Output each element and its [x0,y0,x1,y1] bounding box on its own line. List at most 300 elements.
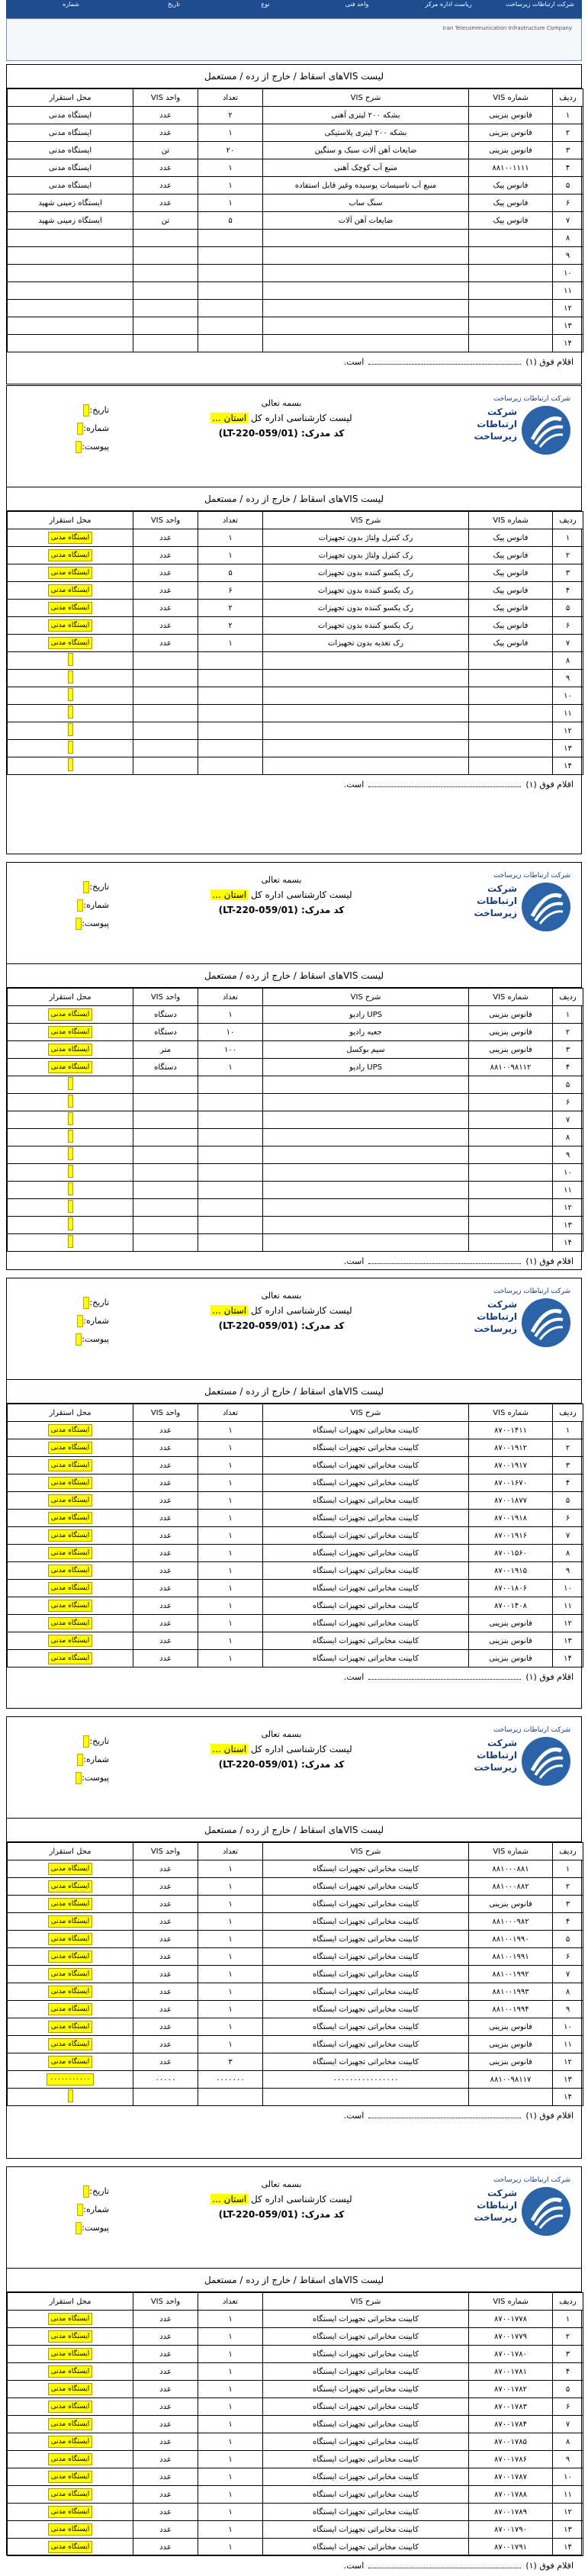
row-number: ۱۳ [553,317,583,335]
vis-unit [133,652,198,670]
vis-location [8,1024,133,1041]
vis-location [8,2036,133,2053]
vis-description: کابینت مخابراتی تجهیزات ایستگاه [263,2416,469,2433]
footer-prefix: اقلام فوق (۱) [525,1672,574,1682]
row-number: ۱۴ [553,2089,583,2106]
vis-description: کابینت مخابراتی تجهیزات ایستگاه [263,2018,469,2036]
vis-code [469,2089,553,2106]
location-chip: ایستگاه مدنی [48,549,93,561]
vis-code: فانوس پیک [469,529,553,547]
vis-location [8,2504,133,2521]
vis-unit: عدد [133,1597,198,1615]
vis-description: کابینت مخابراتی تجهیزات ایستگاه [263,1650,469,1667]
vis-description: کابینت مخابراتی تجهیزات ایستگاه [263,2451,469,2468]
vis-unit [133,1199,198,1217]
vis-unit: متر [133,1041,198,1059]
vis-description: کابینت مخابراتی تجهیزات ایستگاه [263,1948,469,1966]
vis-description [263,1217,469,1234]
vis-unit [133,687,198,705]
row-number: ۲ [553,547,583,564]
location-chip: ایستگاه مدنی [48,602,93,614]
table-row [8,1896,583,1913]
table-row [8,212,583,230]
vis-quantity: ۱۰۰ [198,1041,263,1059]
table-row [8,300,583,317]
vis-code: ۸۷۰۰۱۷۸۴ [469,2416,553,2433]
footer-suffix: است. [343,357,365,367]
vis-code: ۸۷۰۰۱۶۷۰ [469,1475,553,1492]
table-row [8,230,583,247]
row-number: ۱۲ [553,722,583,740]
vis-location: ایستگاه مدنی [8,124,133,142]
vis-code: ۸۷۰۰۱۴۱۱ [469,1422,553,1439]
sheet-header [7,386,581,487]
vis-unit: عدد [133,2381,198,2398]
vis-quantity: ۱ [198,529,263,547]
vis-location [8,547,133,564]
logo-brand: شرکت ارتباطات زیرساخت [474,2188,517,2223]
footer-dots [368,364,521,365]
yellow-marker-icon [68,723,73,736]
banner-subtext: Iran Telecommunication Infrastructure Company [442,25,572,31]
sheet-footer [7,2106,581,2126]
meta-label: پیوست: [82,918,109,928]
vis-quantity: ۱ [198,1896,263,1913]
code-value: (LT-220-059/01) [218,1759,298,1770]
meta-date [18,1294,109,1312]
vis-quantity [198,722,263,740]
doc-code [144,2207,419,2222]
vis-quantity: ۱ [198,1948,263,1966]
vis-description: کابینت مخابراتی تجهیزات ایستگاه [263,2381,469,2398]
vis-description: کابینت مخابراتی تجهیزات ایستگاه [263,1439,469,1457]
column-header: محل استقرار [8,2293,133,2311]
location-chip: ایستگاه مدنی [48,2383,93,2395]
vis-description: کابینت مخابراتی تجهیزات ایستگاه [263,2053,469,2071]
vis-code: فانوس پیک [469,547,553,564]
vis-location [8,2451,133,2468]
yellow-marker-icon [68,758,73,771]
vis-location [8,1182,133,1199]
vis-quantity: ۱ [198,1457,263,1475]
location-chip: ایستگاه مدنی [48,1933,93,1945]
vis-location [8,1931,133,1948]
meta-number [18,1312,109,1330]
list-title: لیست VISهای اسقاط / خارج از رده / مستعمل [7,964,581,988]
table-row [8,617,583,635]
province-tag: استان ... [212,2194,247,2205]
vis-description [263,2089,469,2106]
column-header: تعداد [198,89,263,107]
vis-location [8,265,133,282]
yellow-marker-icon [68,671,73,683]
table-row [8,652,583,670]
vis-code: فانوس بنزینی [469,142,553,159]
location-chip: ایستگاه مدنی [48,2003,93,2015]
vis-description: ضایعات آهن آلات سبک و سنگین [263,142,469,159]
vis-code: فانوس پیک [469,582,553,600]
vis-code: ۸۸۱۰۰۹۸۱۱۷ [469,2071,553,2089]
vis-unit [133,335,198,352]
table-row [8,547,583,564]
vis-code: فانوس پیک [469,195,553,212]
vis-code: فانوس پیک [469,564,553,582]
vis-quantity [198,705,263,722]
row-number: ۹ [553,2001,583,2018]
vis-location [8,1983,133,2001]
vis-quantity [198,652,263,670]
vis-quantity: ۳ [198,2053,263,2071]
vis-quantity: ۲ [198,617,263,635]
vis-description: کابینت مخابراتی تجهیزات ایستگاه [263,2521,469,2539]
vis-code: ۸۷۰۰۱۴۰۸ [469,1597,553,1615]
row-number: ۴ [553,2363,583,2381]
vis-unit: عدد [133,2468,198,2486]
vis-description: UPS رادیو [263,1006,469,1024]
vis-unit: عدد [133,1913,198,1931]
column-header: محل استقرار [8,512,133,529]
vis-description: سنگ ساب [263,195,469,212]
column-header: واحد VIS [133,89,198,107]
list-label [144,887,419,902]
vis-location [8,2381,133,2398]
table-row [8,1164,583,1182]
vis-code: ۸۷۰۰۱۹۱۵ [469,1562,553,1580]
vis-location [8,1006,133,1024]
header-center [144,1289,419,1333]
vis-unit: دستگاه [133,1059,198,1076]
footer-dots [368,1679,521,1680]
sheet-footer [7,2556,581,2576]
vis-unit [133,265,198,282]
vis-quantity: ۱ [198,2416,263,2433]
location-chip: ایستگاه مدنی [48,1442,93,1454]
row-number: ۲ [553,1878,583,1896]
vis-location [8,1234,133,1252]
vis-unit: عدد [133,2001,198,2018]
row-number: ۲ [553,124,583,142]
yellow-marker-icon [68,688,73,701]
vis-location [8,1580,133,1597]
table-row [8,1966,583,1983]
vis-unit: عدد [133,2311,198,2328]
vis-quantity: ۱ [198,1510,263,1527]
vis-location [8,1059,133,1076]
column-header: واحد VIS [133,989,198,1006]
column-header: ردیف [553,1843,583,1860]
meta-label: تاریخ: [89,405,109,415]
vis-location [8,1041,133,1059]
location-chip: ایستگاه مدنی [48,2021,93,2033]
vis-unit [133,705,198,722]
vis-description: کابینت مخابراتی تجهیزات ایستگاه [263,2504,469,2521]
vis-description [263,722,469,740]
logo-emblem-icon [522,406,570,455]
table-header-row [8,1843,583,1860]
table-row [8,1913,583,1931]
vis-quantity: ۱ [198,2036,263,2053]
vis-quantity: ۱ [198,159,263,177]
vis-description: کابینت مخابراتی تجهیزات ایستگاه [263,2036,469,2053]
location-chip: ایستگاه مدنی [48,2541,93,2553]
row-number: ۹ [553,2451,583,2468]
vis-description [263,1094,469,1111]
footer-suffix: است. [343,1256,365,1266]
vis-location [8,1111,133,1129]
vis-description: کابینت مخابراتی تجهیزات ایستگاه [263,1632,469,1650]
vis-description: کابینت مخابراتی تجهیزات ایستگاه [263,2398,469,2416]
vis-description [263,652,469,670]
table-row [8,1094,583,1111]
vis-location [8,2053,133,2071]
table-row [8,600,583,617]
code-label: کد مدرک: [300,2209,345,2220]
row-number: ۶ [553,195,583,212]
vis-quantity [198,1182,263,1199]
vis-description [263,230,469,247]
vis-unit: عدد [133,582,198,600]
row-number: ۵ [553,1076,583,1094]
vis-description [263,1146,469,1164]
yellow-marker-icon [76,918,82,930]
vis-code: ۸۸۱۰۰۰۹۸۲ [469,1913,553,1931]
vis-quantity: ۱ [198,2363,263,2381]
column-header: شرح VIS [263,1843,469,1860]
table-row [8,705,583,722]
table-row [8,2521,583,2539]
yellow-marker-icon [68,1200,73,1213]
vis-quantity [198,1164,263,1182]
table-header-row [8,89,583,107]
column-header: شرح VIS [263,89,469,107]
vis-quantity: ۲ [198,600,263,617]
vis-unit: عدد [133,564,198,582]
vis-description: کابینت مخابراتی تجهیزات ایستگاه [263,2346,469,2363]
meta-date [18,878,109,896]
table-header-row [8,989,583,1006]
vis-code [469,722,553,740]
yellow-marker-icon [68,1112,73,1125]
vis-location [8,2433,133,2451]
logo-pretitle: شرکت ارتباطات زیرساخت [493,1726,570,1734]
vis-code [469,1182,553,1199]
location-chip: ایستگاه مدنی [48,2418,93,2430]
meta-attachment [18,915,109,933]
row-number: ۱۱ [553,2036,583,2053]
location-chip: ایستگاه مدنی [48,584,93,597]
banner-strip [6,0,582,18]
table-row [8,1129,583,1146]
bismillah: بسمه تعالی [261,398,302,408]
vis-unit: عدد [133,1545,198,1562]
table-row [8,722,583,740]
vis-quantity [198,282,263,300]
table-row [8,2328,583,2346]
location-chip: ایستگاه مدنی [48,2330,93,2343]
yellow-marker-icon [76,2222,82,2234]
row-number: ۶ [553,1510,583,1527]
vis-unit: عدد [133,635,198,652]
vis-location [8,670,133,687]
vis-unit: عدد [133,1650,198,1667]
yellow-marker-icon [68,1095,73,1108]
vis-code: ۸۸۱۰۰۱۹۹۰ [469,1931,553,1948]
meta-label: تاریخ: [89,1298,109,1307]
vis-description: کابینت مخابراتی تجهیزات ایستگاه [263,1966,469,1983]
vis-code [469,687,553,705]
row-number: ۱ [553,1006,583,1024]
table-row [8,1024,583,1041]
vis-quantity: ۵ [198,212,263,230]
vis-table [7,511,583,775]
row-number: ۸ [553,230,583,247]
vis-location [8,300,133,317]
row-number: ۶ [553,617,583,635]
vis-quantity [198,2089,263,2106]
meta-label: تاریخ: [89,1736,109,1746]
sheet-header [7,1278,581,1380]
vis-quantity [198,1146,263,1164]
table-row [8,2433,583,2451]
table-row [8,2468,583,2486]
table-row [8,1510,583,1527]
vis-code: ۸۷۰۰۱۷۷۹ [469,2328,553,2346]
vis-table [7,1842,583,2106]
meta-label: پیوست: [82,2223,109,2233]
table-row [8,177,583,195]
table-row [8,1199,583,1217]
vis-sheet [6,1716,582,2159]
table-row [8,2053,583,2071]
table-row [8,582,583,600]
table-row [8,757,583,775]
meta-number [18,420,109,438]
bismillah: بسمه تعالی [261,1291,302,1301]
vis-quantity: ۱ [198,1422,263,1439]
vis-quantity: ۱ [198,195,263,212]
vis-description: رک کنترل ولتاژ بدون تجهیزات [263,529,469,547]
table-row [8,124,583,142]
row-number: ۳ [553,564,583,582]
vis-code [469,652,553,670]
company-logo [474,872,570,951]
vis-description [263,282,469,300]
vis-quantity: ۲۰ [198,142,263,159]
province-tag: استان ... [212,413,247,423]
vis-unit: دستگاه [133,1006,198,1024]
location-chip: ایستگاه مدنی [48,1863,93,1875]
doc-meta [18,401,109,456]
doc-meta [18,1294,109,1349]
table-row [8,2486,583,2504]
vis-description: کابینت مخابراتی تجهیزات ایستگاه [263,2001,469,2018]
footer-suffix: است. [343,2561,365,2571]
vis-unit: عدد [133,2416,198,2433]
doc-code [144,902,419,918]
table-row [8,1492,583,1510]
company-logo [474,1726,570,1806]
vis-quantity: ۰۰۰۰۰۰۰ [198,2071,263,2089]
vis-unit: عدد [133,1878,198,1896]
row-number: ۷ [553,635,583,652]
vis-quantity: ۱ [198,1527,263,1545]
vis-quantity [198,265,263,282]
column-header: واحد VIS [133,2293,198,2311]
meta-label: پیوست: [82,1773,109,1783]
table-row [8,1983,583,2001]
table-row [8,1931,583,1948]
vis-description: بشکه ۲۰۰ لیتری پلاستیکی [263,124,469,142]
table-row [8,1182,583,1199]
vis-unit [133,1146,198,1164]
doc-code [144,1318,419,1333]
code-value: (LT-220-059/01) [218,428,298,439]
row-number: ۱۴ [553,1650,583,1667]
vis-location [8,1217,133,1234]
meta-label: پیوست: [82,442,109,452]
table-row [8,142,583,159]
row-number: ۶ [553,1094,583,1111]
code-label: کد مدرک: [300,905,345,915]
row-number: ۲ [553,1439,583,1457]
code-label: کد مدرک: [300,1759,345,1770]
vis-location [8,1527,133,1545]
yellow-marker-icon [68,1130,73,1143]
vis-unit [133,2089,198,2106]
vis-description: کابینت مخابراتی تجهیزات ایستگاه [263,1510,469,1527]
vis-description: کابینت مخابراتی تجهیزات ایستگاه [263,1457,469,1475]
vis-description [263,705,469,722]
code-value: (LT-220-059/01) [218,2209,298,2220]
province-tag: استان ... [212,889,247,900]
vis-description: کابینت مخابراتی تجهیزات ایستگاه [263,1597,469,1615]
vis-code: ۸۷۰۰۱۷۸۳ [469,2398,553,2416]
vis-code [469,1217,553,1234]
vis-quantity [198,1217,263,1234]
vis-unit: عدد [133,600,198,617]
row-number: ۱۱ [553,1182,583,1199]
logo-disc [522,1298,570,1347]
vis-unit: عدد [133,2363,198,2381]
vis-code: ۸۷۰۰۱۷۸۲ [469,2381,553,2398]
row-number: ۱ [553,1860,583,1878]
table-row [8,2346,583,2363]
bismillah: بسمه تعالی [261,1729,302,1739]
vis-location [8,1199,133,1217]
table-row [8,159,583,177]
table-row [8,247,583,265]
table-row [8,1650,583,1667]
vis-unit [133,247,198,265]
vis-unit: عدد [133,547,198,564]
vis-code: ۸۷۰۰۱۷۸۸ [469,2486,553,2504]
vis-code [469,335,553,352]
vis-description: کابینت مخابراتی تجهیزات ایستگاه [263,1492,469,1510]
vis-location [8,2311,133,2328]
vis-location [8,582,133,600]
yellow-marker-icon [68,2089,73,2102]
vis-unit: عدد [133,159,198,177]
location-chip: ایستگاه مدنی [48,2488,93,2500]
table-row [8,1076,583,1094]
vis-quantity: ۱ [198,1931,263,1948]
vis-code [469,1111,553,1129]
column-header: تعداد [198,512,263,529]
location-chip: ایستگاه مدنی [48,2453,93,2465]
vis-code: ۸۷۰۰۱۷۹۰ [469,2521,553,2539]
logo-emblem-icon [522,2187,570,2236]
vis-code [469,1076,553,1094]
